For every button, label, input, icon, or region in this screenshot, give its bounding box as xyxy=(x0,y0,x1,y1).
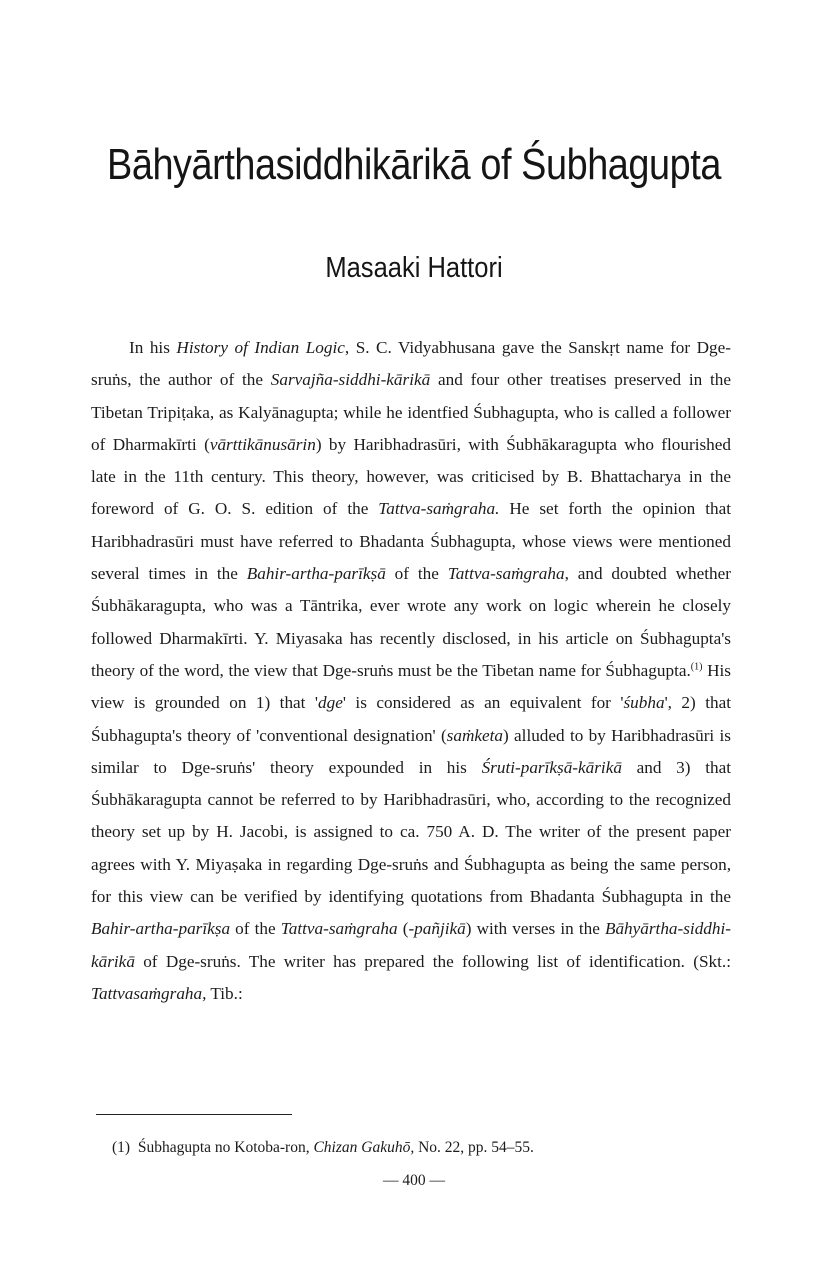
body-span: His view is grounded on 1) that ' xyxy=(91,660,731,713)
footnote-reference: (1) xyxy=(690,661,703,673)
body-italic: Śruti-parīkṣā-kārikā xyxy=(481,757,622,777)
footnote-text: Śubhagupta no Kotoba-ron, xyxy=(137,1139,314,1156)
footnote-marker: (1) xyxy=(112,1139,131,1156)
body-span: ( xyxy=(397,919,409,939)
body-span: He set forth the opinion that Haribhadrasūri must have referred to Bhadanta Śubhagupta, whose views were mentioned several times in the xyxy=(91,499,731,584)
body-italic: śubha xyxy=(623,693,665,713)
body-italic: Tattva-saṁgraha xyxy=(280,919,398,939)
body-italic: Bahir-artha-parīkṣā xyxy=(246,564,386,584)
body-span: ) alluded to by Haribhadrasūri is similar to Dge-sruṅs' theory expounded in his xyxy=(91,725,731,777)
body-span: ) with verses in the xyxy=(465,919,605,939)
body-italic: Sarvajña-siddhi-kārikā xyxy=(270,370,431,390)
footnote-text: No. 22, pp. 54–55. xyxy=(414,1139,534,1156)
paper-author: Masaaki Hattori xyxy=(325,252,503,284)
paper-title: Bāhyārthasiddhikārikā of Śubhagupta xyxy=(107,140,721,189)
body-span: of the xyxy=(385,564,448,584)
body-span: , and doubted whether Śubhākaragupta, who was a Tāntrika, ever wrote any work on logic wherein he closely followed Dharmakīrti. Y. Miyasaka has recently disclosed, in his article on Śubhagupta's theory of the word, the view that Dge-sruṅs must be the Tibetan name for Śubhagupta. xyxy=(91,564,731,680)
body-italic: Tattvasaṁgraha, xyxy=(91,983,207,1003)
body-span: ', 2) that Śubhagupta's theory of 'conventional designation' ( xyxy=(91,693,732,745)
footnote xyxy=(112,1137,712,1159)
body-italic: Bahir-artha-parīkṣa xyxy=(91,919,231,939)
body-span: Tib.: xyxy=(206,983,243,1003)
body-italic: Bāhyārtha-siddhi-kārikā xyxy=(91,919,731,971)
body-italic: vārttikānusārin xyxy=(209,434,316,454)
body-italic: dge xyxy=(318,693,343,713)
footnote-italic: Chizan Gakuhō, xyxy=(313,1139,415,1156)
page-number: — 400 — xyxy=(383,1172,445,1189)
body-span: In his xyxy=(129,338,177,357)
body-span: ) by Haribhadrasūri, with Śubhākaragupta who flourished late in the 11th century. This theory, however, was criticised by B. Bhattacharya in the foreword of G. O. S. edition of the xyxy=(91,434,731,519)
body-span: of the xyxy=(230,919,281,939)
body-italic: Tattva-saṁgraha. xyxy=(378,499,500,519)
body-italic: saṁketa xyxy=(446,725,503,745)
body-italic: History of Indian Logic xyxy=(176,338,345,357)
body-paragraph xyxy=(91,332,731,1010)
body-italic: Tattva-saṁgraha xyxy=(447,564,565,584)
body-span: ' is considered as an equivalent for ' xyxy=(342,693,624,713)
footnote-divider xyxy=(96,1114,292,1115)
body-span: , S. C. Vidyabhusana gave the Sanskṛt name for Dge-sruṅs, the author of the xyxy=(91,338,731,390)
body-span: of Dge-sruṅs. The writer has prepared the following list of identification. (Skt.: xyxy=(134,951,731,971)
body-span: and 3) that Śubhākaragupta cannot be referred to by Haribhadrasūri, who, according to the recognized theory set up by H. Jacobi, is assigned to ca. 750 A. D. The writer of the present paper agrees with Y. Miyaṣaka in regarding Dge-sruṅs and Śubhagupta as being the same person, for this view can be verified by identifying quotations from Bhadanta Śubhagupta in the xyxy=(91,757,731,907)
body-italic: -pañjikā xyxy=(408,919,466,939)
body-span: and four other treatises preserved in the Tibetan Tripiṭaka, as Kalyānagupta; while he identfied Śubhagupta, who is called a follower of Dharmakīrti ( xyxy=(91,370,731,454)
